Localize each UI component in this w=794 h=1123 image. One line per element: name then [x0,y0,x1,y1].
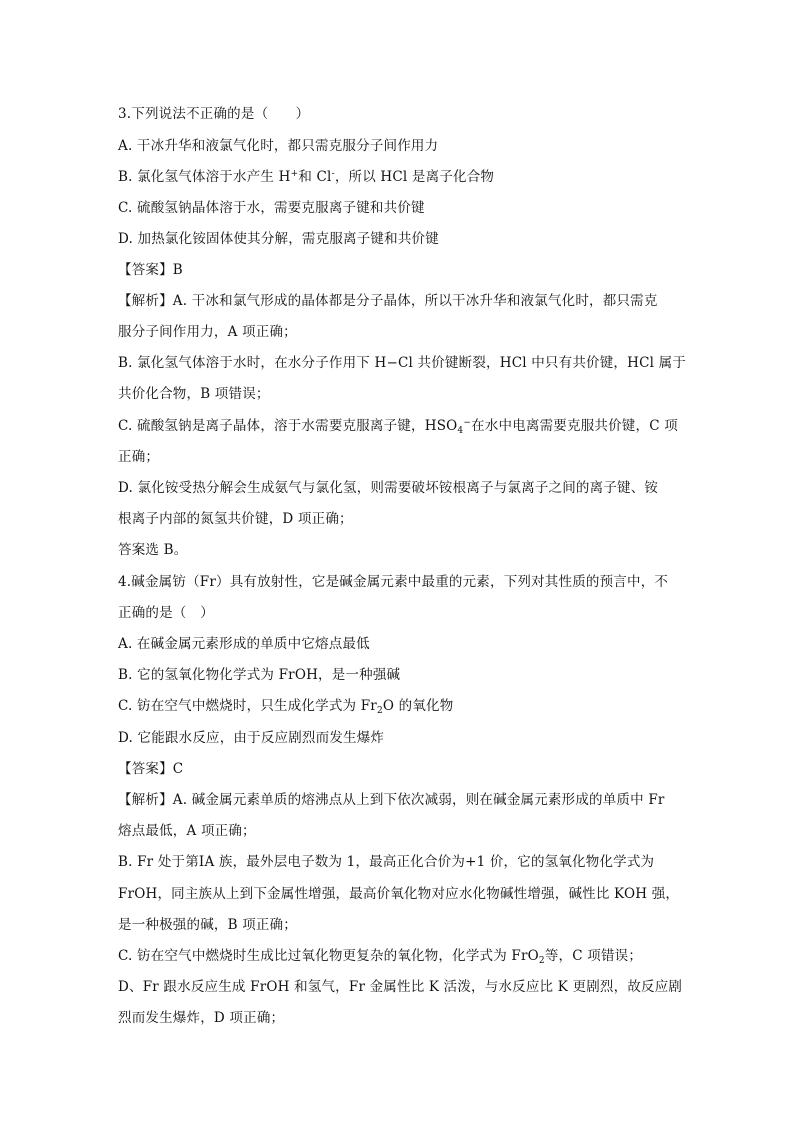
q4-option-c [118,696,688,718]
q3-answer: 【答案】B [118,262,183,278]
q3-option-b-text-1: B. 氯化氢气体溶于水产生 H [118,169,291,185]
q3-analysis-line-3: B. 氯化氢气体溶于水时，在水分子作用下 H−Cl 共价键断裂，HCl 中只有共价键，HCl 属于 [118,355,687,371]
q3-option-b-sup-2: - [331,169,335,179]
q4-answer: 【答案】C [118,761,184,777]
q4-analysis-line-5: 是一种极强的碱，B 项正确； [118,917,298,933]
q3-analysis-line-6: 正确； [118,449,160,465]
q4-analysis-line-2: 熔点最低，A 项正确； [118,823,256,839]
q4-option-a: A. 在碱金属元素形成的单质中它熔点最低 [118,636,370,652]
q3-analysis-line-5-sup: − [463,418,472,428]
q4-option-b: B. 它的氢氧化物化学式为 FrOH，是一种强碱 [118,667,401,683]
q4-option-d: D. 它能跟水反应，由于反应剧烈而发生爆炸 [118,730,385,746]
q3-option-c: C. 硫酸氢钠晶体溶于水，需要克服离子键和共价键 [118,200,425,216]
q3-analysis-line-5-text-2: 在水中电离需要克服共价键，C 项 [471,418,678,434]
q4-analysis-line-8: 烈而发生爆炸，D 项正确； [118,1010,285,1026]
q3-option-b-text-3: ，所以 HCl 是离子化合物 [334,169,495,185]
q3-option-a: A. 干冰升华和液氯气化时，都只需克服分子间作用力 [118,138,439,154]
q3-analysis-line-1: 【解析】A. 干冰和氯气形成的晶体都是分子晶体，所以干冰升华和液氯气化时，都只需克 [118,293,658,309]
q3-analysis-line-2: 服分子间作用力，A 项正确； [118,324,297,340]
q4-option-c-sub: 2 [376,706,383,716]
q4-analysis-line-6-sub: 2 [538,956,545,966]
q4-analysis-line-6-text-1: C. 钫在空气中燃烧时生成比过氧化物更复杂的氧化物，化学式为 FrO [118,948,539,964]
q3-stem: 3.下列说法不正确的是（ ） [118,106,310,122]
q4-analysis-line-6 [118,946,688,968]
q3-option-b [118,167,688,189]
q3-analysis-line-5-sub: 4 [457,426,464,436]
q3-analysis-line-7: D. 氯化铵受热分解会生成氨气与氯化氢，则需要破坏铵根离子与氯离子之间的离子键、铵 [118,480,659,496]
q4-analysis-line-7: D、Fr 跟水反应生成 FrOH 和氢气，Fr 金属性比 K 活泼，与水反应比 K 更剧烈，故反应剧 [118,979,683,995]
q3-option-b-sup-1: + [290,169,299,179]
q4-analysis-line-6-text-2: 等，C 项错误； [544,948,643,964]
q4-analysis-line-1: 【解析】A. 碱金属元素单质的熔沸点从上到下依次减弱，则在碱金属元素形成的单质中 Fr [118,792,665,808]
q4-analysis-line-4: FrOH，同主族从上到下金属性增强，最高价氧化物对应水化物碱性增强，碱性比 KOH 强， [118,886,680,902]
q4-option-c-text-2: O 的氧化物 [382,698,454,714]
q3-analysis-line-8: 根离子内部的氮氢共价键，D 项正确； [118,511,353,527]
q3-analysis-line-5 [118,416,688,438]
q3-analysis-line-4: 共价化合物，B 项错误； [118,386,270,402]
q3-analysis-line-5-text-1: C. 硫酸氢钠是离子晶体，溶于水需要克服离子键，HSO [118,418,458,434]
q3-option-d: D. 加热氯化铵固体使其分解，需克服离子键和共价键 [118,231,439,247]
q3-option-b-text-2: 和 Cl [298,169,332,185]
q4-stem-line-2: 正确的是（ ） [118,605,214,621]
q4-analysis-line-3: B. Fr 处于第ⅠA 族，最外层电子数为 1，最高正化合价为+1 价，它的氢氧化物化学式为 [118,854,655,870]
q4-option-c-text-1: C. 钫在空气中燃烧时，只生成化学式为 Fr [118,698,377,714]
q4-stem-line-1: 4.碱金属钫（Fr）具有放射性，它是碱金属元素中最重的元素，下列对其性质的预言中，不 [118,574,669,590]
q3-analysis-line-9: 答案选 B。 [118,542,188,558]
